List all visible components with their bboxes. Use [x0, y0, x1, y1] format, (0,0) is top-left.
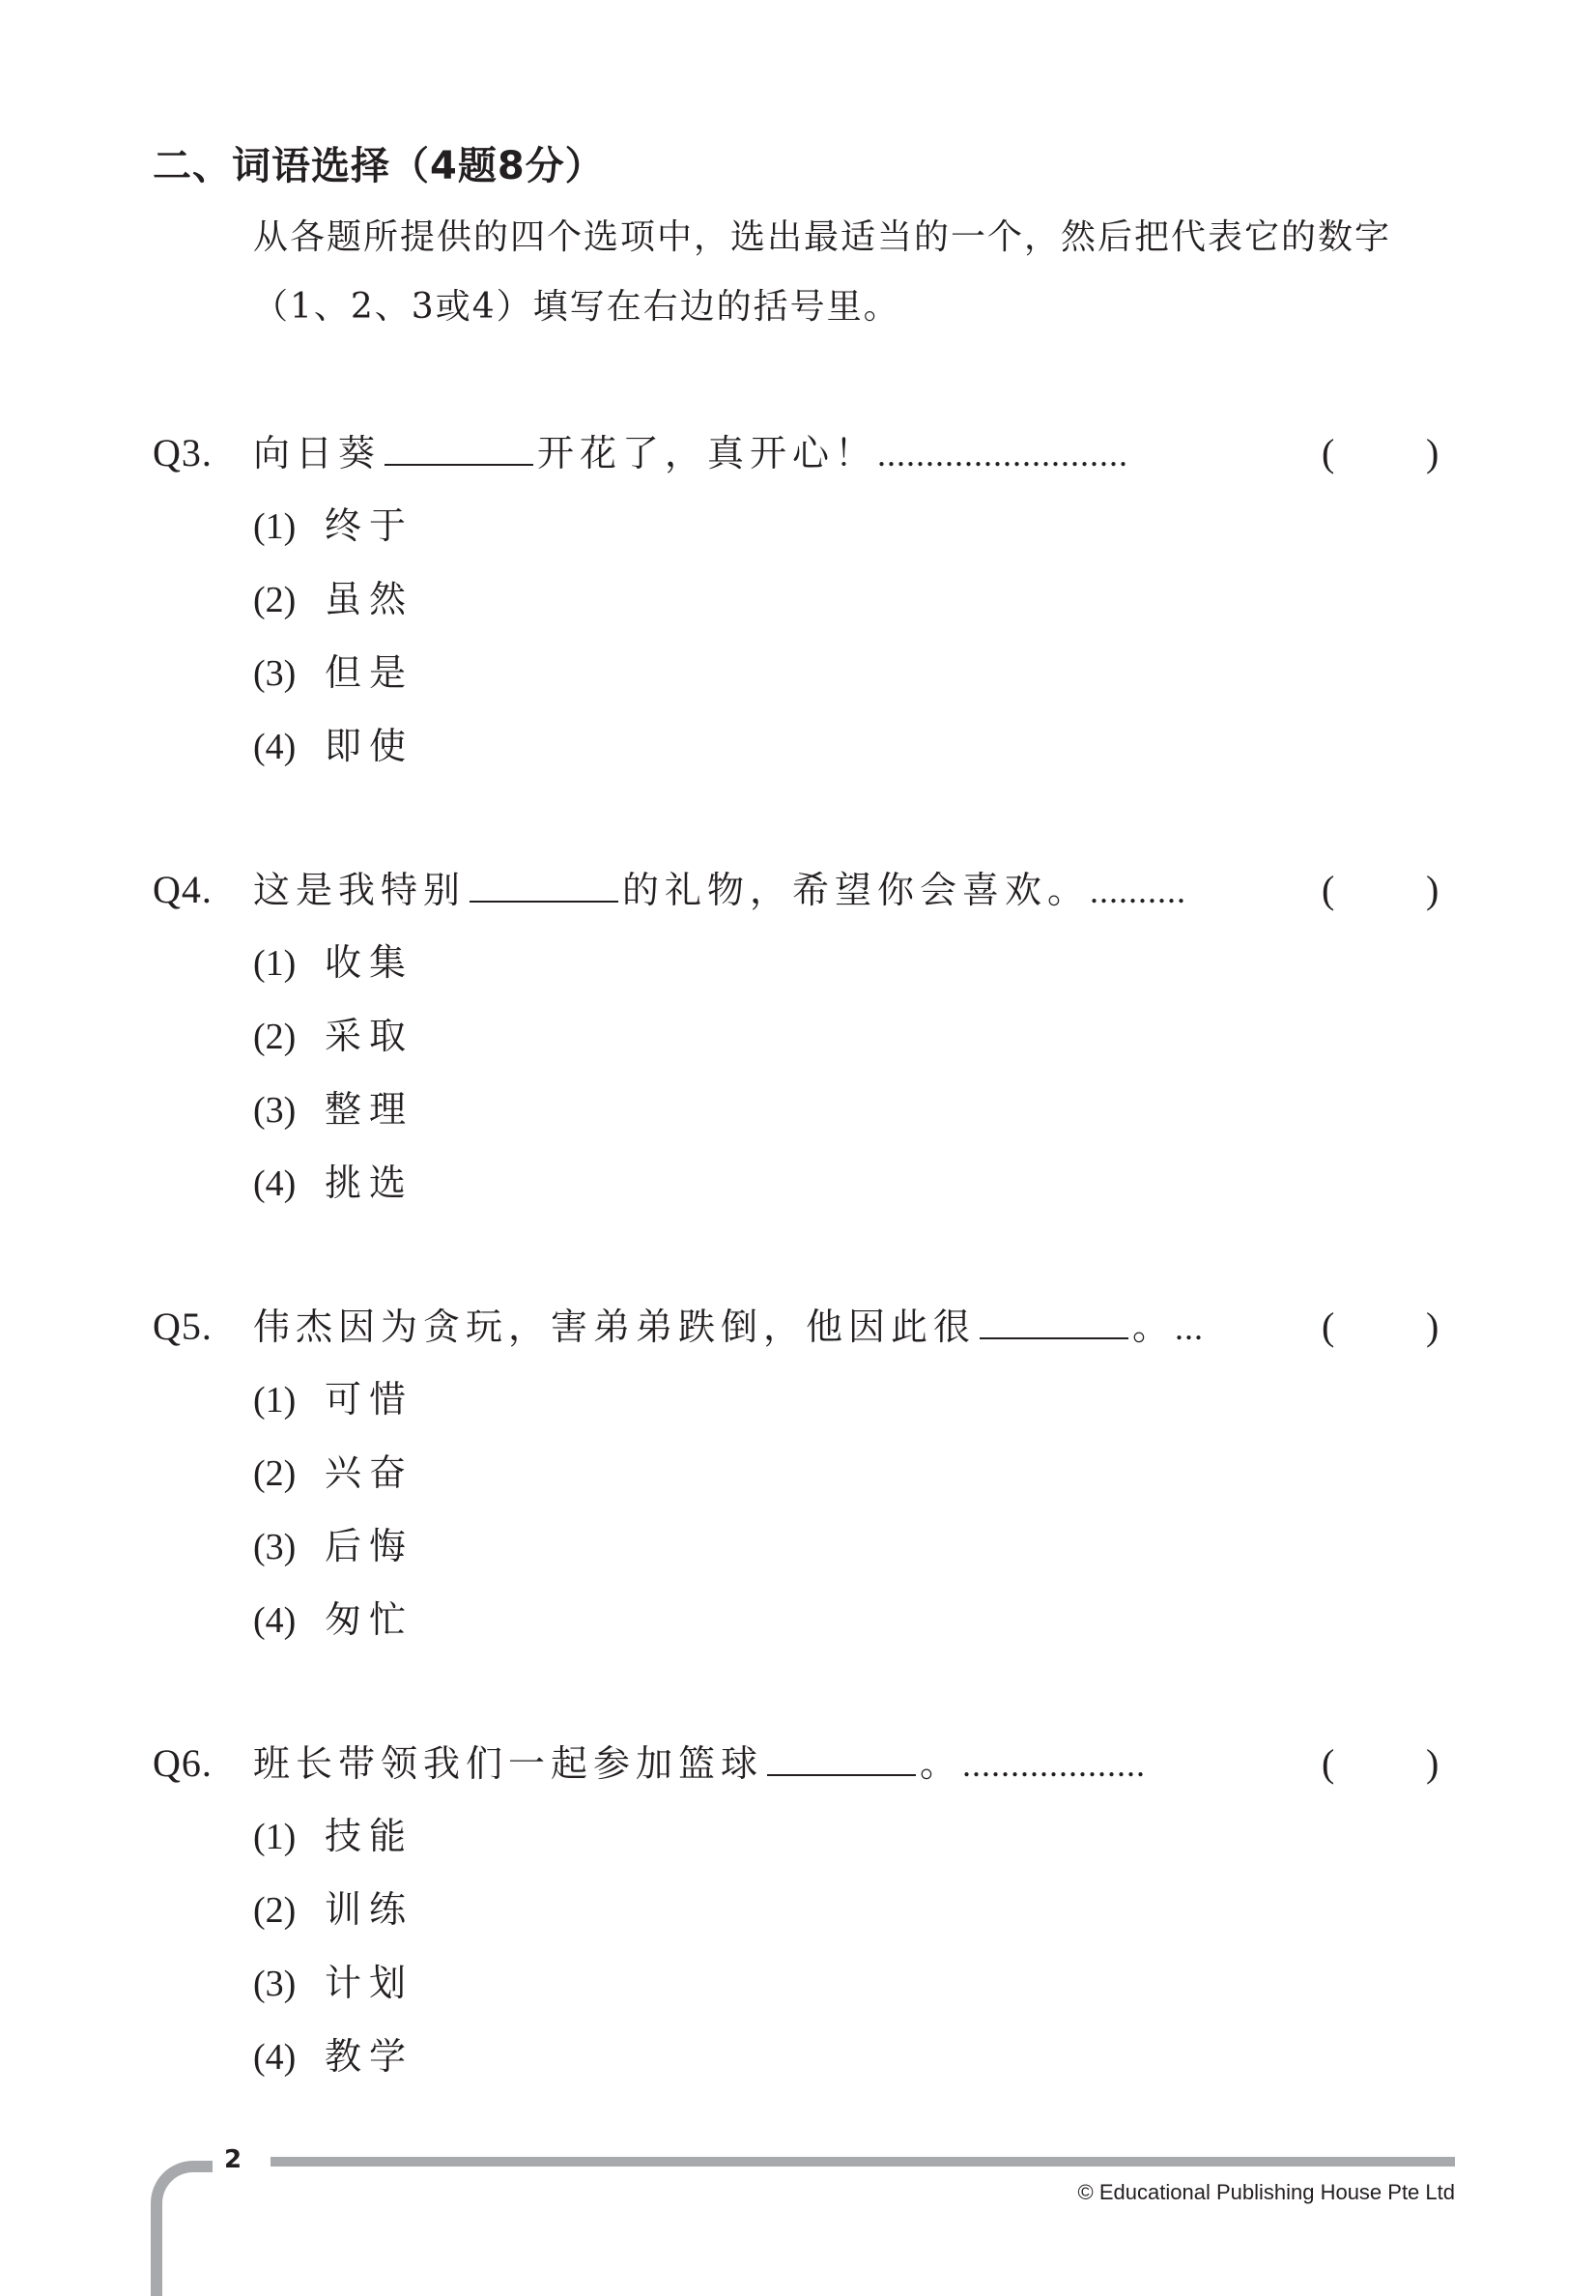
- option-text: 但是: [325, 651, 414, 694]
- question-line: [153, 854, 1447, 926]
- question-line: [153, 1291, 1447, 1363]
- option-text: 技能: [325, 1815, 414, 1857]
- question-text-after: 。: [1132, 1306, 1176, 1348]
- option-2: [253, 1436, 1447, 1509]
- option-list: [253, 489, 1447, 783]
- option-text: 计划: [325, 1962, 414, 2004]
- answer-paren-close: ): [1426, 868, 1439, 911]
- option-text: 挑选: [325, 1162, 414, 1204]
- option-list: [253, 1363, 1447, 1656]
- page-number: 2: [224, 2145, 242, 2174]
- question-number: Q4.: [153, 868, 213, 911]
- leader-dots: ..........: [1090, 872, 1187, 910]
- answer-paren-close: ): [1426, 1305, 1439, 1348]
- option-number: (3): [253, 1090, 297, 1131]
- question-line: [153, 417, 1447, 489]
- answer-blank: [470, 868, 618, 903]
- option-number: (2): [253, 1453, 297, 1494]
- answer-blank: [385, 431, 533, 466]
- answer-paren-open: (: [1322, 1305, 1335, 1348]
- option-number: (2): [253, 1017, 297, 1057]
- option-list: [253, 926, 1447, 1220]
- option-text: 匆忙: [325, 1598, 414, 1641]
- option-text: 终于: [325, 504, 414, 547]
- option-1: [253, 1363, 1447, 1436]
- option-4: [253, 1583, 1447, 1656]
- section-title: 二、词语选择（4题8分）: [153, 144, 605, 188]
- leader-dots: ..........................: [877, 435, 1129, 474]
- option-4: [253, 709, 1447, 783]
- option-2: [253, 1873, 1447, 1946]
- option-number: (4): [253, 727, 297, 767]
- option-text: 采取: [325, 1015, 414, 1057]
- option-number: (3): [253, 1964, 297, 2004]
- option-3: [253, 1073, 1447, 1146]
- option-text: 后悔: [325, 1525, 414, 1567]
- option-text: 整理: [325, 1088, 414, 1131]
- option-number: (2): [253, 1890, 297, 1931]
- question-q3: [153, 417, 1447, 783]
- question-text-before: 这是我特别: [253, 869, 467, 911]
- option-text: 虽然: [325, 578, 414, 620]
- answer-blank: [767, 1741, 916, 1776]
- question-number: Q5.: [153, 1305, 213, 1348]
- option-2: [253, 562, 1447, 636]
- answer-blank: [980, 1305, 1128, 1339]
- option-4: [253, 1146, 1447, 1220]
- leader-dots: ...: [1175, 1308, 1205, 1347]
- question-text-before: 伟杰因为贪玩，害弟弟跌倒，他因此很: [253, 1306, 977, 1348]
- answer-paren-open: (: [1322, 431, 1335, 474]
- option-3: [253, 636, 1447, 709]
- option-number: (1): [253, 1380, 297, 1421]
- answer-paren-close: ): [1426, 431, 1439, 474]
- option-number: (1): [253, 943, 297, 984]
- question-text-before: 向日葵: [253, 432, 382, 474]
- question-number: Q6.: [153, 1741, 213, 1785]
- question-line: [153, 1728, 1447, 1799]
- answer-paren-open: (: [1322, 1741, 1335, 1785]
- answer-paren-close: ): [1426, 1741, 1439, 1785]
- option-2: [253, 999, 1447, 1073]
- question-text-after: 开花了，真开心！: [537, 432, 878, 474]
- leader-dots: ...................: [962, 1745, 1147, 1784]
- footer-corner-decoration: [151, 2161, 213, 2296]
- question-number: Q3.: [153, 431, 213, 474]
- option-text: 兴奋: [325, 1451, 414, 1494]
- option-number: (1): [253, 506, 297, 547]
- question-q6: [153, 1728, 1447, 2093]
- option-1: [253, 926, 1447, 999]
- option-number: (4): [253, 2037, 297, 2078]
- option-text: 即使: [325, 725, 414, 767]
- option-number: (2): [253, 580, 297, 620]
- option-list: [253, 1799, 1447, 2093]
- option-3: [253, 1509, 1447, 1583]
- option-text: 收集: [325, 941, 414, 984]
- option-1: [253, 1799, 1447, 1873]
- question-q4: [153, 854, 1447, 1220]
- option-text: 可惜: [325, 1378, 414, 1421]
- option-number: (3): [253, 653, 297, 694]
- question-text-after: 。: [920, 1742, 963, 1785]
- option-1: [253, 489, 1447, 562]
- option-text: 教学: [325, 2035, 414, 2078]
- copyright-notice: © Educational Publishing House Pte Ltd: [1077, 2180, 1455, 2204]
- option-number: (3): [253, 1527, 297, 1567]
- option-4: [253, 2020, 1447, 2093]
- option-number: (4): [253, 1163, 297, 1204]
- section-instructions: 从各题所提供的四个选项中，选出最适当的一个，然后把代表它的数字（1、2、3或4）填写在右边的括号里。: [253, 217, 1392, 327]
- option-3: [253, 1946, 1447, 2020]
- option-number: (4): [253, 1600, 297, 1641]
- option-number: (1): [253, 1817, 297, 1857]
- answer-paren-open: (: [1322, 868, 1335, 911]
- question-q5: [153, 1291, 1447, 1656]
- option-text: 训练: [325, 1888, 414, 1931]
- question-text-before: 班长带领我们一起参加篮球: [253, 1742, 764, 1785]
- question-text-after: 的礼物，希望你会喜欢。: [622, 869, 1091, 911]
- footer-rule: [271, 2157, 1455, 2167]
